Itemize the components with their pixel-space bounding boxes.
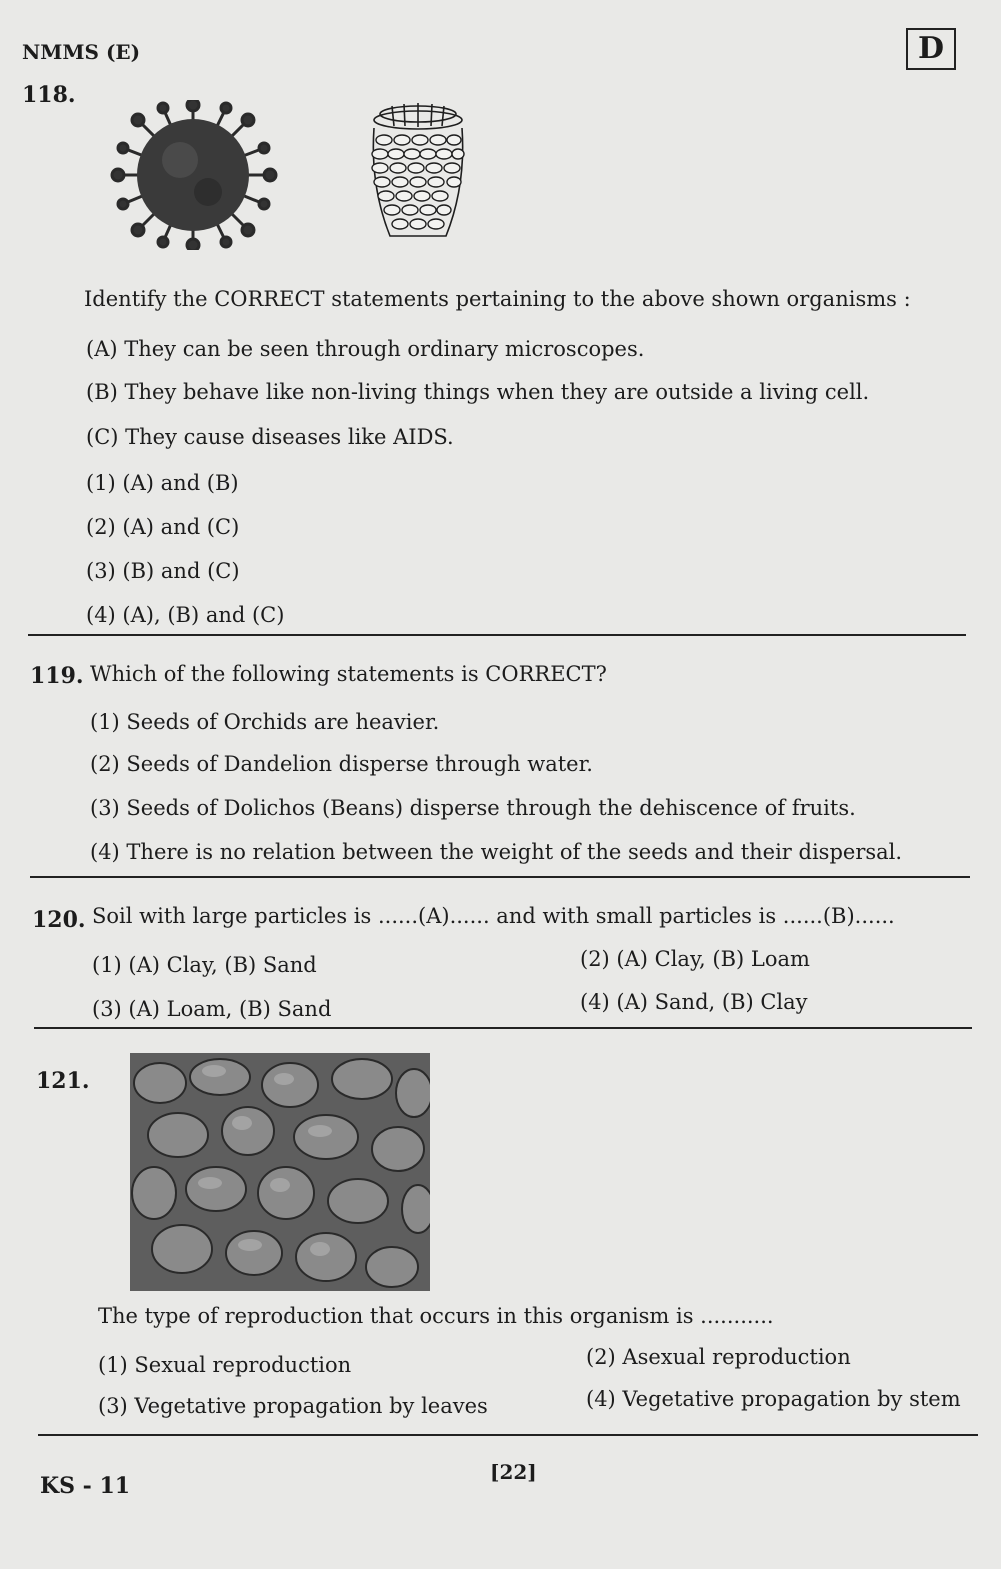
question-number-120: 120. bbox=[32, 907, 86, 933]
divider bbox=[38, 1434, 978, 1436]
option-119-1[interactable]: (1) Seeds of Orchids are heavier. bbox=[90, 710, 440, 734]
statement-a: (A) They can be seen through ordinary microscopes. bbox=[86, 337, 645, 361]
statement-b: (B) They behave like non-living things when they are outside a living cell. bbox=[86, 380, 870, 404]
option-121-4[interactable]: (4) Vegetative propagation by stem bbox=[586, 1387, 961, 1411]
virus-capsid-illustration bbox=[350, 96, 480, 246]
question-stem-119: Which of the following statements is CORRECT? bbox=[90, 662, 607, 686]
option-120-4[interactable]: (4) (A) Sand, (B) Clay bbox=[580, 990, 808, 1014]
option-119-4[interactable]: (4) There is no relation between the weight of the seeds and their dispersal. bbox=[90, 840, 903, 864]
question-stem-118: Identify the CORRECT statements pertaining to the above shown organisms : bbox=[84, 287, 911, 311]
option-119-2[interactable]: (2) Seeds of Dandelion disperse through water. bbox=[90, 752, 593, 776]
option-120-3[interactable]: (3) (A) Loam, (B) Sand bbox=[92, 997, 332, 1021]
question-stem-120: Soil with large particles is ......(A)...... and with small particles is ......(B)...... bbox=[92, 904, 895, 928]
exam-code: NMMS (E) bbox=[22, 40, 141, 64]
option-120-1[interactable]: (1) (A) Clay, (B) Sand bbox=[92, 953, 317, 977]
question-stem-121: The type of reproduction that occurs in this organism is ........... bbox=[98, 1304, 774, 1328]
option-118-4[interactable]: (4) (A), (B) and (C) bbox=[86, 603, 285, 627]
divider bbox=[34, 1027, 972, 1029]
option-121-1[interactable]: (1) Sexual reproduction bbox=[98, 1353, 352, 1377]
question-number-121: 121. bbox=[36, 1068, 90, 1094]
virus-illustration bbox=[108, 100, 278, 250]
option-119-3[interactable]: (3) Seeds of Dolichos (Beans) disperse through the dehiscence of fruits. bbox=[90, 796, 856, 820]
page-number: [22] bbox=[490, 1460, 537, 1484]
question-number-118: 118. bbox=[22, 82, 76, 108]
option-120-2[interactable]: (2) (A) Clay, (B) Loam bbox=[580, 947, 810, 971]
option-118-3[interactable]: (3) (B) and (C) bbox=[86, 559, 240, 583]
option-118-2[interactable]: (2) (A) and (C) bbox=[86, 515, 240, 539]
statement-c: (C) They cause diseases like AIDS. bbox=[86, 425, 454, 449]
option-118-1[interactable]: (1) (A) and (B) bbox=[86, 471, 239, 495]
microscope-photo bbox=[130, 1053, 430, 1291]
footer-code: KS - 11 bbox=[40, 1473, 131, 1499]
set-badge: D bbox=[906, 28, 956, 70]
divider bbox=[30, 876, 970, 878]
divider bbox=[28, 634, 966, 636]
question-number-119: 119. bbox=[30, 663, 84, 689]
option-121-3[interactable]: (3) Vegetative propagation by leaves bbox=[98, 1394, 488, 1418]
option-121-2[interactable]: (2) Asexual reproduction bbox=[586, 1345, 851, 1369]
